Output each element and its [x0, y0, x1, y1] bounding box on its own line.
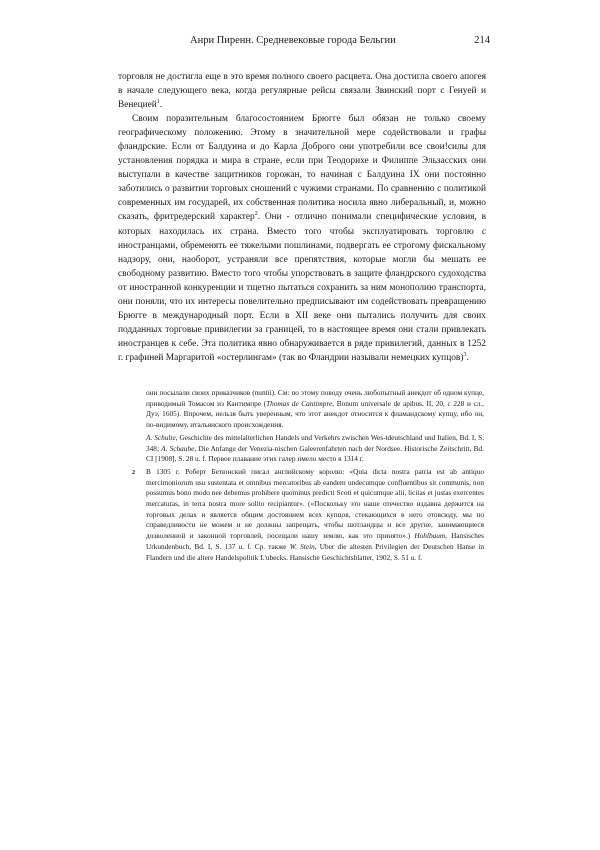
- footnote-ref-3: 3: [463, 351, 467, 358]
- footnote-marker: 2: [132, 470, 135, 476]
- footnote-1: A. Schulte, Geschichte des mittelalterlichen Handels und Verkehrs zwischen Wes-tdeutschland und Italien, Bd. I, S. 348; A. Schaube, Die Anfange der Venezia-nischen Galeerenfahrten nach der Nordsee. Historische Zeitschritt, Bd. CI [1908], S. 28 u. f. Первое плавание этих галер имело место в 1314 г.: [146, 432, 484, 464]
- main-text: [118, 70, 486, 365]
- footnote-ref-2: 2: [254, 211, 258, 218]
- footnote-2: В 1305 г. Роберт Бетюнский писал английскому королю: «Quia dicta nostra patria est ab antiquo mercimoniorum usu sustentata et omnibus mercatoribus ab eandem undecumque confluentibus sit communis, non possumus bono modo nee debemus prohibere quominus predicti Scoti et quicumque alii, licitas et justas exercentes mercaturas, in terra nostra more solito recipiantur». («Поскольку это наше отечество издавна держится на торговых делах и является общим достоянием всех купцов, стекающихся в него отовсюду, мы по справедливости не можем и не должны запрещать, чтобы шотландцы и все другие, занимающиеся дозволенной и законной торговлей, посещали нашу землю, как это принято».) Hohlbaum, Hansisches Urkundenbuch, Bd. I, S. 137 u. f. Ср. также W. Stein, Uber die altesten Privilegien der Deutschen Hanse in Flandern und die altere Handelspolitik L'ubecks. Hansische Geschichtsblatter, 1902, S. 51 u. f.: [146, 466, 484, 562]
- paragraph-2: Своим поразительным благосостоянием Брюгге был обязан не только своему географическому положению. Этому в значительной мере содействовали и графы фландрские. Если от Балдуина и до Карла Доброго они употребили все свои!силы для установления порядка и мира в стране, если при Теодорихе и Филиппе Эльзасских они выступали в качестве защитников горожан, то начиная с Балдуина IX они постоянно заботились о развитии торговых сношений с чужими странами. По сравнению с политикой современных им государей, их собственная политика носила явно либеральный, и, можно сказать, фритредерский характер$^2$. Они - отлично понимали специфические условия, в которых находилась их страна. Вместо того чтобы эксплуатировать торговлю с иностранцами, обременять ее тяжелыми пошлинами, подвергать ее строгому фискальному надзору, они, наоборот, устраняли все препятствия, которые могли бы мешать ее свободному развитию. Вместо того чтобы упорствовать в защите фландрского судоходства от иностранной конкуренции и тщетно пытаться сохранить за ним монополию транспорта, они поняли, что их интересы повелительно предписывают им содействовать превращению Брюгге в международный порт. Если в XII веке они пытались получить для своих подданных торговые привилегии за границей, то в настоящее время они стали привлекать иностранцев к себе. Эта политика явно обнаруживается в ряде привилегий, данных в 1252 г. графиней Маргаритой «остерлингам» (так во Фландрии называли немецких купцов)$^3$.: [118, 114, 486, 363]
- page-number: 214: [474, 35, 490, 46]
- paragraph-1: торговля не достигла еще в это время полного своего расцвета. Она достигла своего апогея в начале следующего века, когда регулярные рейсы связали Звинский порт с Генуей и Венецией$^1$.: [118, 72, 486, 111]
- footnote-continuation: они посылали своих приказчиков (nuntii). См: по этому поводу очень любопытный анекдот об одном купце, приводимый Томасом из Кантимпре (Thomas de Cantimpre, Bonum universale de apibus, II, 20, с 228 и сл., Дуэ, 1605). Впрочем, нельзя быть уверенным, что этот анекдот относится к фламандскому купцу, ибо он, по-видимому, итальянского происхождения.: [146, 388, 484, 430]
- running-title: Анри Пиренн. Средневековые города Бельгии: [190, 35, 396, 46]
- footnote-ref-1: 1: [156, 98, 160, 105]
- footnotes: [146, 388, 484, 565]
